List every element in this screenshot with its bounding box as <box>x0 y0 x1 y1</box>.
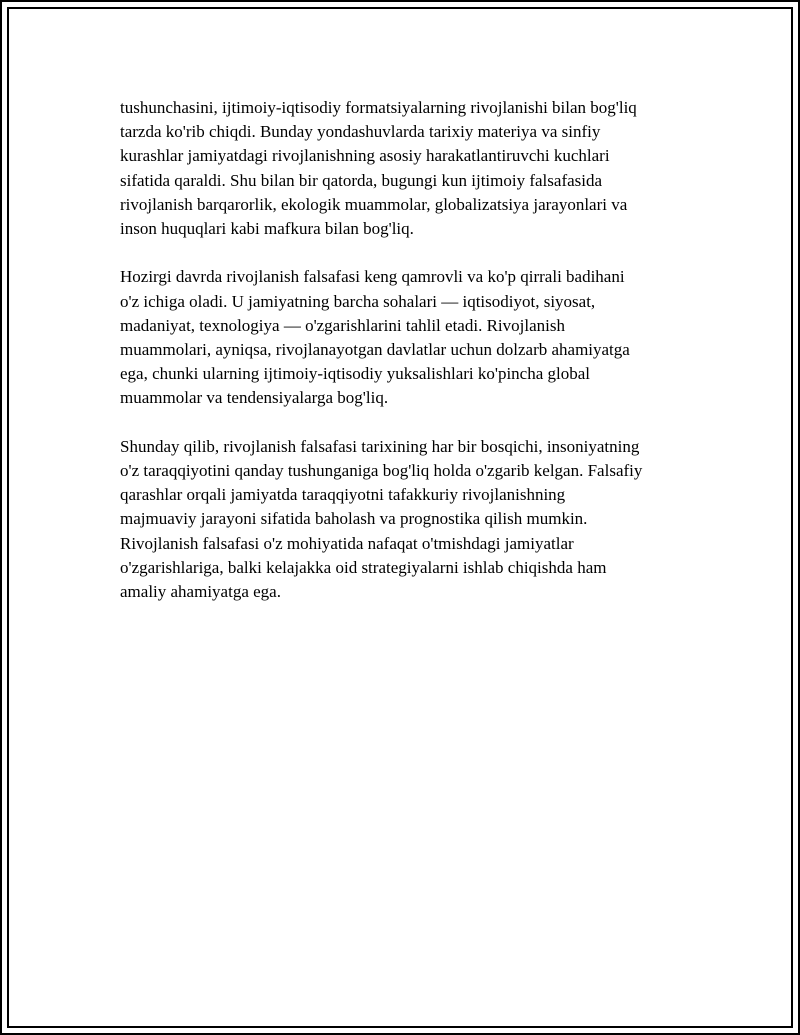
paragraph-1 <box>120 96 700 241</box>
text-line: Rivojlanish falsafasi o'z mohiyatida nafaqat o'tmishdagi jamiyatlar <box>120 533 574 553</box>
text-line: rivojlanish barqarorlik, ekologik muammolar, globalizatsiya jarayonlari va <box>120 194 628 214</box>
text-line: o'zgarishlariga, balki kelajakka oid strategiyalarni ishlab chiqishda ham <box>120 557 607 577</box>
text-line: Shunday qilib, rivojlanish falsafasi tarixining har bir bosqichi, insoniyatning <box>120 436 640 456</box>
text-line: qarashlar orqali jamiyatda taraqqiyotni tafakkuriy rivojlanishning <box>120 485 566 505</box>
text-line: amaliy ahamiyatga ega. <box>120 582 281 602</box>
text-line: o'z taraqqiyotini qanday tushunganiga bog'liq holda o'zgarib kelgan. Falsafiy <box>120 461 643 481</box>
text-line: Hozirgi davrda rivojlanish falsafasi keng qamrovli va ko'p qirrali badihani <box>120 267 625 287</box>
text-line: inson huquqlari kabi mafkura bilan bog'liq. <box>120 219 414 239</box>
text-line: o'z ichiga oladi. U jamiyatning barcha sohalari — iqtisodiyot, siyosat, <box>120 291 596 311</box>
text-line: muammolar va tendensiyalarga bog'liq. <box>120 388 389 408</box>
text-line: majmuaviy jarayoni sifatida baholash va prognostika qilish mumkin. <box>120 509 588 529</box>
text-line: kurashlar jamiyatdagi rivojlanishning asosiy harakatlantiruvchi kuchlari <box>120 146 610 166</box>
text-line: madaniyat, texnologiya — o'zgarishlarini tahlil etadi. Rivojlanish <box>120 315 565 335</box>
document-body <box>120 96 700 628</box>
text-line: tushunchasini, ijtimoiy-iqtisodiy formatsiyalarning rivojlanishi bilan bog'liq <box>120 98 637 117</box>
text-line: sifatida qaraldi. Shu bilan bir qatorda, bugungi kun ijtimoiy falsafasida <box>120 170 603 190</box>
text-line: muammolari, ayniqsa, rivojlanayotgan davlatlar uchun dolzarb ahamiyatga <box>120 340 630 360</box>
paragraph-3 <box>120 435 700 604</box>
paragraph-2 <box>120 265 700 410</box>
text-line: ega, chunki ularning ijtimoiy-iqtisodiy yuksalishlari ko'pincha global <box>120 364 591 384</box>
text-line: tarzda ko'rib chiqdi. Bunday yondashuvlarda tarixiy materiya va sinfiy <box>120 122 601 142</box>
